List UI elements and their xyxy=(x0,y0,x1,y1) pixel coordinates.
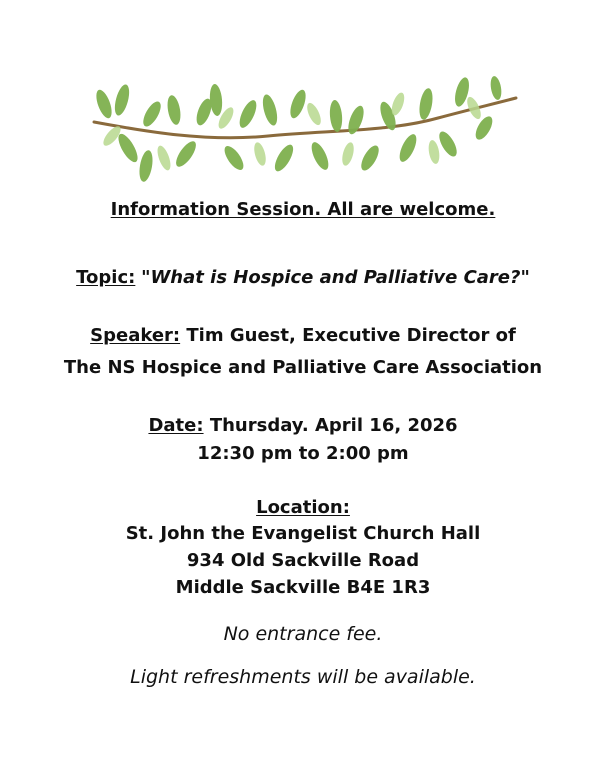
topic-line xyxy=(0,266,606,290)
speaker-line-2: The NS Hospice and Palliative Care Association xyxy=(63,357,543,378)
vine-leaves-illustration xyxy=(88,74,518,192)
location-label: Location: xyxy=(256,497,350,518)
location-line-2: 934 Old Sackville Road xyxy=(186,550,420,571)
speaker-line-1 xyxy=(0,324,606,348)
speaker-name: Tim Guest, Executive Director of xyxy=(186,325,516,346)
speaker-label: Speaker: xyxy=(90,325,181,346)
time-line: 12:30 pm to 2:00 pm xyxy=(197,443,409,464)
date-label: Date: xyxy=(148,415,204,436)
refreshments-note: Light refreshments will be available. xyxy=(130,666,476,688)
topic-label: Topic: xyxy=(76,267,136,288)
date-value: Thursday. April 16, 2026 xyxy=(209,415,458,436)
date-line-1 xyxy=(0,414,606,438)
topic-value: "What is Hospice and Palliative Care?" xyxy=(141,267,530,288)
location-label-line xyxy=(0,496,606,520)
location-line-1: St. John the Evangelist Church Hall xyxy=(125,523,481,544)
heading xyxy=(0,198,606,222)
location-line-3: Middle Sackville B4E 1R3 xyxy=(175,577,431,598)
fee-note: No entrance fee. xyxy=(223,623,383,645)
heading-text: Information Session. All are welcome. xyxy=(110,199,496,220)
